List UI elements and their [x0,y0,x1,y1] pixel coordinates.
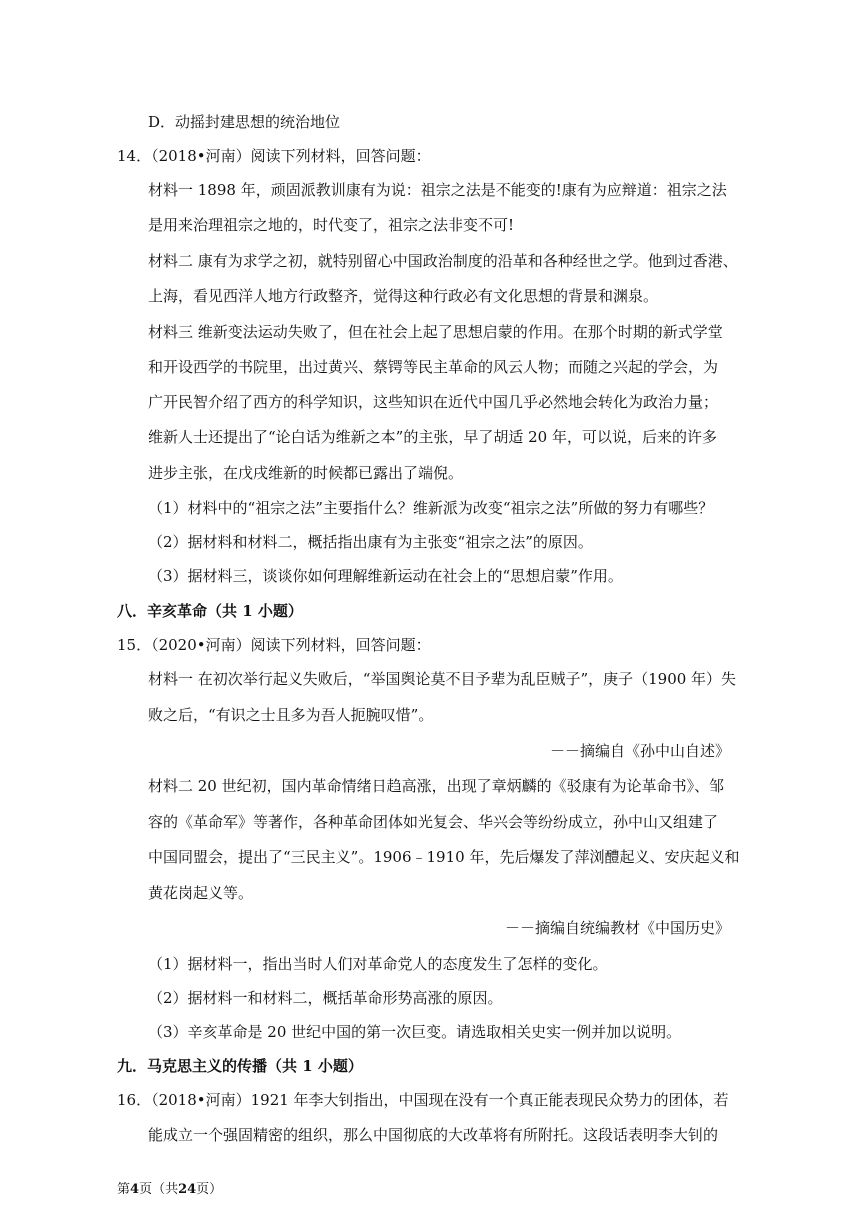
option-d: D．动摇封建思想的统治地位 [148,113,341,131]
section-8-heading: 八．辛亥革命（共 1 小题） [117,602,303,620]
q14-subquestion-2: （2）据材料和材料二，概括指出康有为主张变“祖宗之法”的原因。 [148,533,593,551]
q15-subquestion-3: （3）辛亥革命是 20 世纪中国的第一次巨变。请选取相关史实一例并加以说明。 [148,1023,682,1041]
q14-material-2-line-2: 上海，看见西洋人地方行政整齐，觉得这种行政必有文化思想的背景和渊泉。 [148,287,659,305]
footer-total-pages: 24 [178,1182,197,1197]
q15-material-1-line-1: 材料一 在初次举行起义失败后，“举国舆论莫不目予辈为乱臣贼子”，庚子（1900 年）失 [148,670,737,688]
q15-material-2-line-1: 材料二 20 世纪初，国内革命情绪日趋高涨，出现了章炳麟的《驳康有为论革命书》、邹 [148,777,725,795]
question-16-line-2: 能成立一个强固精密的组织，那么中国彻底的大改革将有所附托。这段话表明李大钊的 [148,1126,719,1144]
q14-material-3-line-3: 广开民智介绍了西方的科学知识，这些知识在近代中国几乎必然地会转化为政治力量； [148,393,719,411]
q14-subquestion-3: （3）据材料三，谈谈你如何理解维新运动在社会上的“思想启蒙”作用。 [148,567,623,585]
q15-material-1-line-2: 败之后，“有识之士且多为吾人扼腕叹惜”。 [148,706,434,724]
section-9-heading: 九．马克思主义的传播（共 1 小题） [117,1057,363,1075]
q14-material-1-line-2: 是用来治理祖宗之地的，时代变了，祖宗之法非变不可! [148,216,515,234]
q14-material-3-line-2: 和开设西学的书院里，出过黄兴、蔡锷等民主革命的风云人物；而随之兴起的学会，为 [148,358,719,376]
page-footer [117,1178,222,1197]
q15-material-2-line-4: 黄花岗起义等。 [148,884,254,902]
q14-material-2-line-1: 材料二 康有为求学之初，就特别留心中国政治制度的沿革和各种经世之学。他到过香港、 [148,252,738,270]
question-15-header: 15．（2020•河南）阅读下列材料，回答问题： [117,636,431,654]
question-16-line-1: 16．（2018•河南）1921 年李大钊指出，中国现在没有一个真正能表现民众势力的团体，若 [117,1091,729,1109]
q14-material-3-line-1: 材料三 维新变法运动失败了，但在社会上起了思想启蒙的作用。在那个时期的新式学堂 [148,323,723,341]
q14-subquestion-1: （1）材料中的“祖宗之法”主要指什么？维新派为改变“祖宗之法”所做的努力有哪些？ [148,499,714,517]
q15-subquestion-1: （1）据材料一，指出当时人们对革命党人的态度发生了怎样的变化。 [148,955,608,973]
q14-material-3-line-4: 维新人士还提出了“论白话为维新之本”的主张，早了胡适 20 年，可以说，后来的许多 [148,428,717,446]
footer-prefix: 第 [117,1182,131,1197]
q15-subquestion-2: （2）据材料一和材料二，概括革命形势高涨的原因。 [148,989,503,1007]
q14-material-1-line-1: 材料一 1898 年，顽固派教训康有为说：祖宗之法是不能变的!康有为应辩道：祖宗之法 [148,181,727,199]
q15-source-2: －－摘编自统编教材《中国历史》 [504,919,730,937]
q15-source-1: －－摘编自《孙中山自述》 [549,742,730,760]
q15-material-2-line-3: 中国同盟会，提出了“三民主义”。1906﹣1910 年，先后爆发了萍浏醴起义、安庆起义和 [148,848,740,866]
footer-suffix: 页） [196,1182,223,1197]
q15-material-2-line-2: 容的《革命军》等著作，各种革命团体如光复会、华兴会等纷纷成立，孙中山又组建了 [148,813,719,831]
question-14-header: 14．（2018•河南）阅读下列材料，回答问题： [117,147,431,165]
footer-mid: 页（共 [139,1182,179,1197]
q14-material-3-line-5: 进步主张，在戊戌维新的时候都已露出了端倪。 [148,464,464,482]
footer-page-number: 4 [130,1182,140,1197]
